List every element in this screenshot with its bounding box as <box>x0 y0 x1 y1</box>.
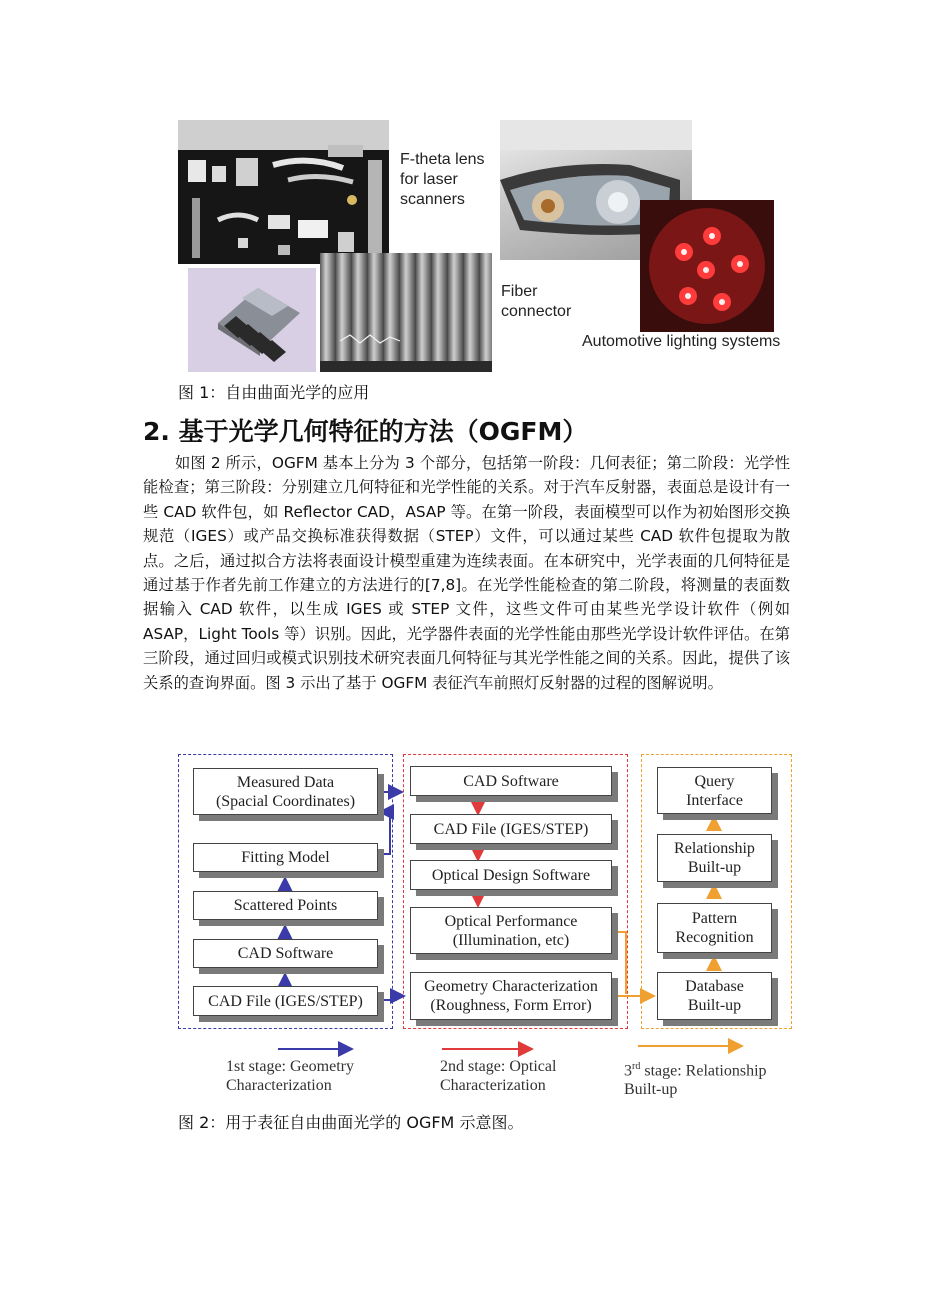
legend-stage-2: 2nd stage: Optical Characterization <box>440 1058 557 1094</box>
automotive-label: Automotive lighting systems <box>582 333 781 350</box>
legend-stage-3 <box>624 1057 767 1099</box>
body-paragraph: 如图 2 所示，OGFM 基本上分为 3 个部分，包括第一阶段：几何表征；第二阶段：光学性能检查；第三阶段：分别建立几何特征和光学性能的关系。对于汽车反射器，表面总是设计有一些 CAD 软件包，如 Reflector CAD，ASAP 等。在第一阶段，表面模型可以作为初始图形交换规范（IGES）或产品交换标准获得数据（STEP）文件，可以通过某些 CAD 软件包提取为散点。之后，通过拟合方法将表面设计模型重建为连续表面。在本研究中，光学表面的几何特征是通过基于作者先前工作建立的方法进行的[7,8]。在光学性能检查的第二阶段，将测量的表面数据输入 CAD 软件，以生成 IGES 或 STEP 文件，这些文件可由某些光学设计软件（例如 ASAP，Light Tools 等）识别。因此，光学器件表面的光学性能由那些光学设计软件评估。在第三阶段，通过回归或模式识别技术研究表面几何特征与其光学性能之间的关系。因此，提供了该关系的查询界面。图 3 示出了基于 OGFM 表征汽车前照灯反射器的过程的图解说明。 <box>143 454 790 692</box>
stage1-cad-file-box: CAD File (IGES/STEP) <box>193 986 378 1016</box>
led-lighting-photo <box>640 200 774 332</box>
stage2-cad-software-box: CAD Software <box>410 766 612 796</box>
lenses-photo <box>178 120 389 264</box>
legend-stage-3-number: 3 <box>624 1062 632 1080</box>
legend-stage-3-line2: Built-up <box>624 1081 678 1099</box>
chip-photo <box>188 268 316 372</box>
optical-performance-box: Optical Performance (Illumination, etc) <box>410 907 612 954</box>
scattered-points-box: Scattered Points <box>193 891 378 920</box>
legend-stage-3-text: stage: Relationship <box>640 1062 767 1080</box>
sem-grating-photo <box>320 253 492 372</box>
measured-data-box: Measured Data (Spacial Coordinates) <box>193 768 378 815</box>
database-builtup-box: Database Built-up <box>657 972 772 1020</box>
legend-stage-3-superscript: rd <box>632 1061 641 1072</box>
figure-2-caption: 图 2：用于表征自由曲面光学的 OGFM 示意图。 <box>178 1113 524 1132</box>
query-interface-box: Query Interface <box>657 767 772 814</box>
optical-design-software-box: Optical Design Software <box>410 860 612 890</box>
stage1-cad-software-box: CAD Software <box>193 939 378 968</box>
figure-2-ogfm-diagram <box>178 754 800 1104</box>
geometry-characterization-box: Geometry Characterization (Roughness, Form Error) <box>410 972 612 1020</box>
section-heading: 2. 基于光学几何特征的方法（OGFM） <box>143 417 588 446</box>
figure-1 <box>178 120 800 372</box>
ftheta-label: F-theta lens for laser scanners <box>400 151 485 208</box>
legend-stage-1: 1st stage: Geometry Characterization <box>226 1058 354 1094</box>
stage2-cad-file-box: CAD File (IGES/STEP) <box>410 814 612 844</box>
fitting-model-box: Fitting Model <box>193 843 378 872</box>
fiber-connector-label: Fiber connector <box>501 283 572 320</box>
relationship-builtup-box: Relationship Built-up <box>657 834 772 882</box>
figure-1-caption: 图 1：自由曲面光学的应用 <box>178 383 370 402</box>
pattern-recognition-box: Pattern Recognition <box>657 903 772 953</box>
